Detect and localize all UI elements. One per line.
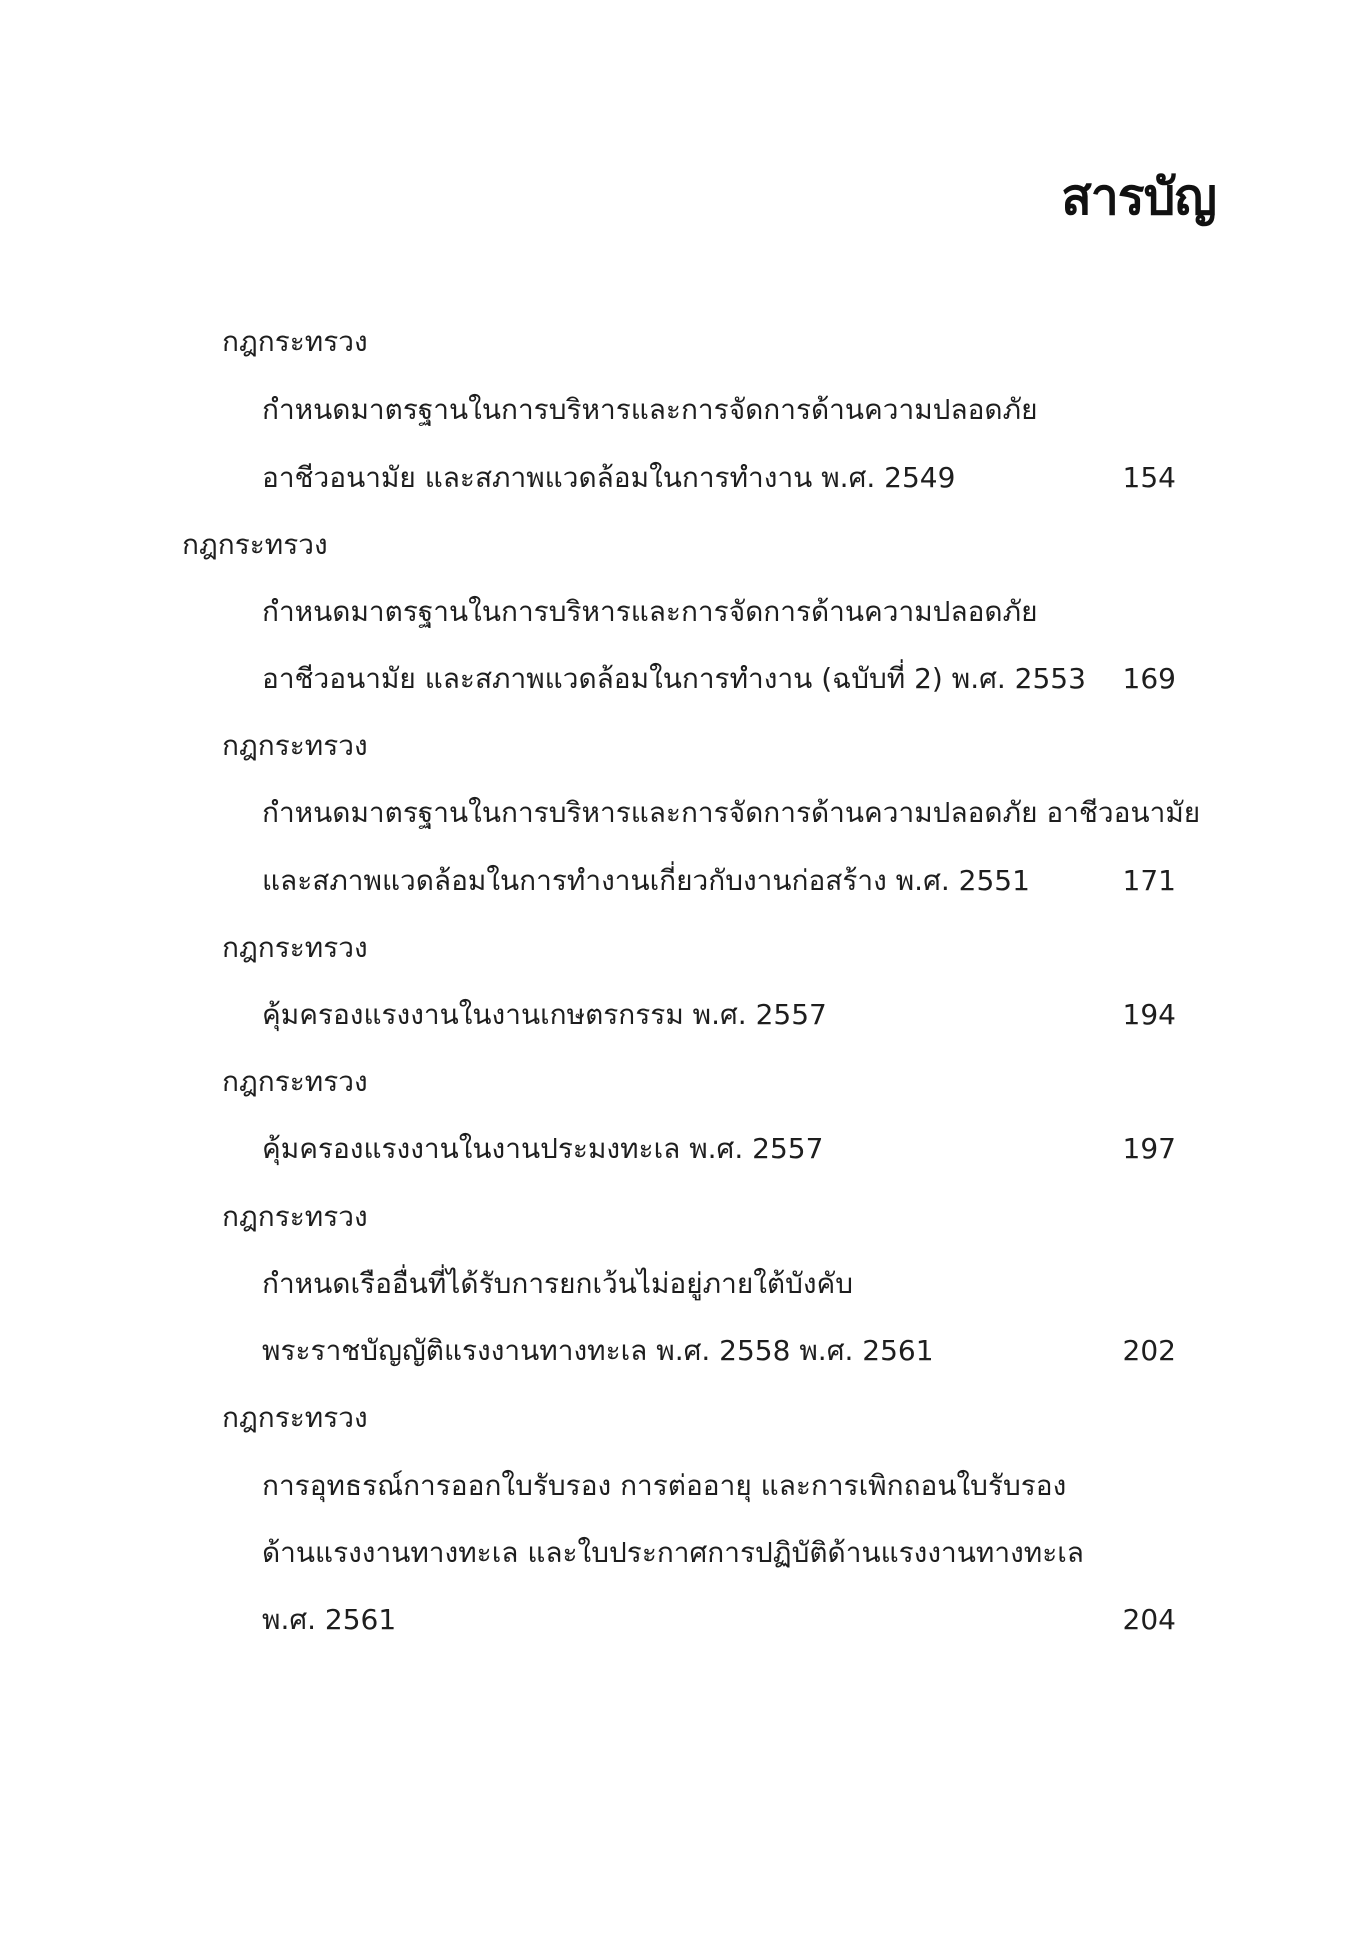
- toc-page-number: 202: [1122, 1334, 1176, 1367]
- toc-entry-heading: กฎกระทรวง: [222, 931, 368, 964]
- toc-entry-heading: กฎกระทรวง: [222, 1065, 368, 1098]
- toc-entry-heading: กฎกระทรวง: [222, 1200, 368, 1233]
- toc-entry-text: คุ้มครองแรงงานในงานประมงทะเล พ.ศ. 2557: [262, 1132, 824, 1165]
- toc-entry-text: อาชีวอนามัย และสภาพแวดล้อมในการทำงาน พ.ศ. 2549: [262, 461, 956, 494]
- toc-entry-text: พระราชบัญญัติแรงงานทางทะเล พ.ศ. 2558 พ.ศ. 2561: [262, 1334, 934, 1367]
- toc-entry-heading: กฎกระทรวง: [222, 729, 368, 762]
- toc-page-number: 194: [1122, 998, 1176, 1031]
- toc-page-number: 169: [1122, 662, 1176, 695]
- toc-page-number: 154: [1122, 461, 1176, 494]
- toc-entry-heading: กฎกระทรวง: [182, 528, 328, 561]
- toc-entry-text: กำหนดมาตรฐานในการบริหารและการจัดการด้านความปลอดภัย อาชีวอนามัย: [262, 796, 1201, 829]
- toc-entry-text: กำหนดเรืออื่นที่ได้รับการยกเว้นไม่อยู่ภายใต้บังคับ: [262, 1267, 854, 1300]
- toc-entry-text: พ.ศ. 2561: [262, 1603, 397, 1636]
- toc-entry-text: การอุทธรณ์การออกใบรับรอง การต่ออายุ และการเพิกถอนใบรับรอง: [262, 1469, 1067, 1502]
- toc-entry-text: อาชีวอนามัย และสภาพแวดล้อมในการทำงาน (ฉบับที่ 2) พ.ศ. 2553: [262, 662, 1086, 695]
- toc-entry-text: และสภาพแวดล้อมในการทำงานเกี่ยวกับงานก่อสร้าง พ.ศ. 2551: [262, 864, 1030, 897]
- toc-entry-heading: กฎกระทรวง: [222, 1401, 368, 1434]
- toc-page-number: 204: [1122, 1603, 1176, 1636]
- toc-entry-heading: กฎกระทรวง: [222, 325, 368, 358]
- toc-entry-text: ด้านแรงงานทางทะเล และใบประกาศการปฏิบัติด้านแรงงานทางทะเล: [262, 1536, 1084, 1569]
- page-title: สารบัญ: [1061, 168, 1216, 226]
- toc-entry-text: กำหนดมาตรฐานในการบริหารและการจัดการด้านความปลอดภัย: [262, 595, 1038, 628]
- toc-page-number: 171: [1122, 864, 1176, 897]
- toc-page-number: 197: [1122, 1132, 1176, 1165]
- toc-entry-text: กำหนดมาตรฐานในการบริหารและการจัดการด้านความปลอดภัย: [262, 393, 1038, 426]
- toc-entry-text: คุ้มครองแรงงานในงานเกษตรกรรม พ.ศ. 2557: [262, 998, 827, 1031]
